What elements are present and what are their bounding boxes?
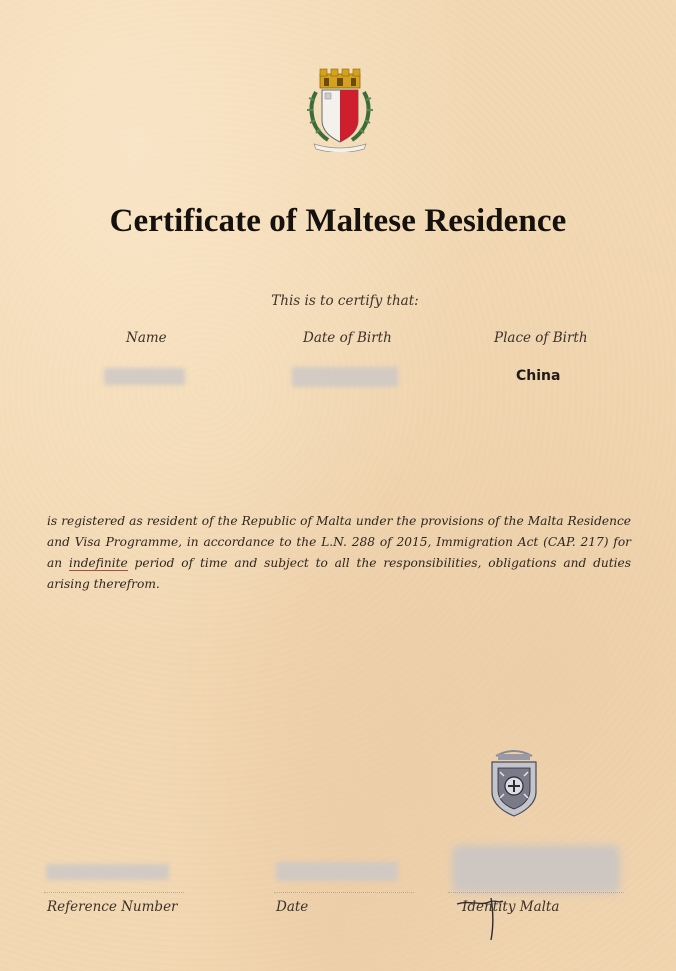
statement-part-2: period of time and subject to all the responsibilities, obligations and duties arising therefrom.	[47, 556, 631, 591]
date-redacted	[276, 862, 398, 881]
date-of-birth-redacted	[292, 367, 398, 387]
reference-number-redacted	[46, 864, 169, 880]
certify-intro: This is to certify that:	[271, 293, 419, 309]
date-line	[274, 892, 414, 893]
signature-stroke	[455, 880, 525, 942]
reference-number-label: Reference Number	[47, 899, 178, 915]
name-label: Name	[126, 330, 167, 346]
authority-label: Identity Malta	[462, 899, 560, 915]
reference-line	[44, 892, 184, 893]
place-of-birth-label: Place of Birth	[494, 330, 588, 346]
date-of-birth-label: Date of Birth	[303, 330, 392, 346]
date-label: Date	[276, 899, 309, 915]
name-redacted	[104, 368, 185, 385]
identity-malta-seal-icon	[486, 748, 542, 818]
place-of-birth-value: China	[516, 368, 561, 384]
malta-coat-of-arms-icon	[306, 66, 374, 152]
statement-part-1: is registered as resident of the Republic of Malta under the provisions of the Malta Residence and Visa Programme, in accordance to the L.N. 288 of 2015, Immigration Act (CAP. 217) for an	[47, 514, 631, 570]
certificate-title: Certificate of Maltese Residence	[109, 203, 567, 239]
statement-emphasis: indefinite	[68, 556, 128, 570]
residence-statement	[47, 511, 631, 595]
